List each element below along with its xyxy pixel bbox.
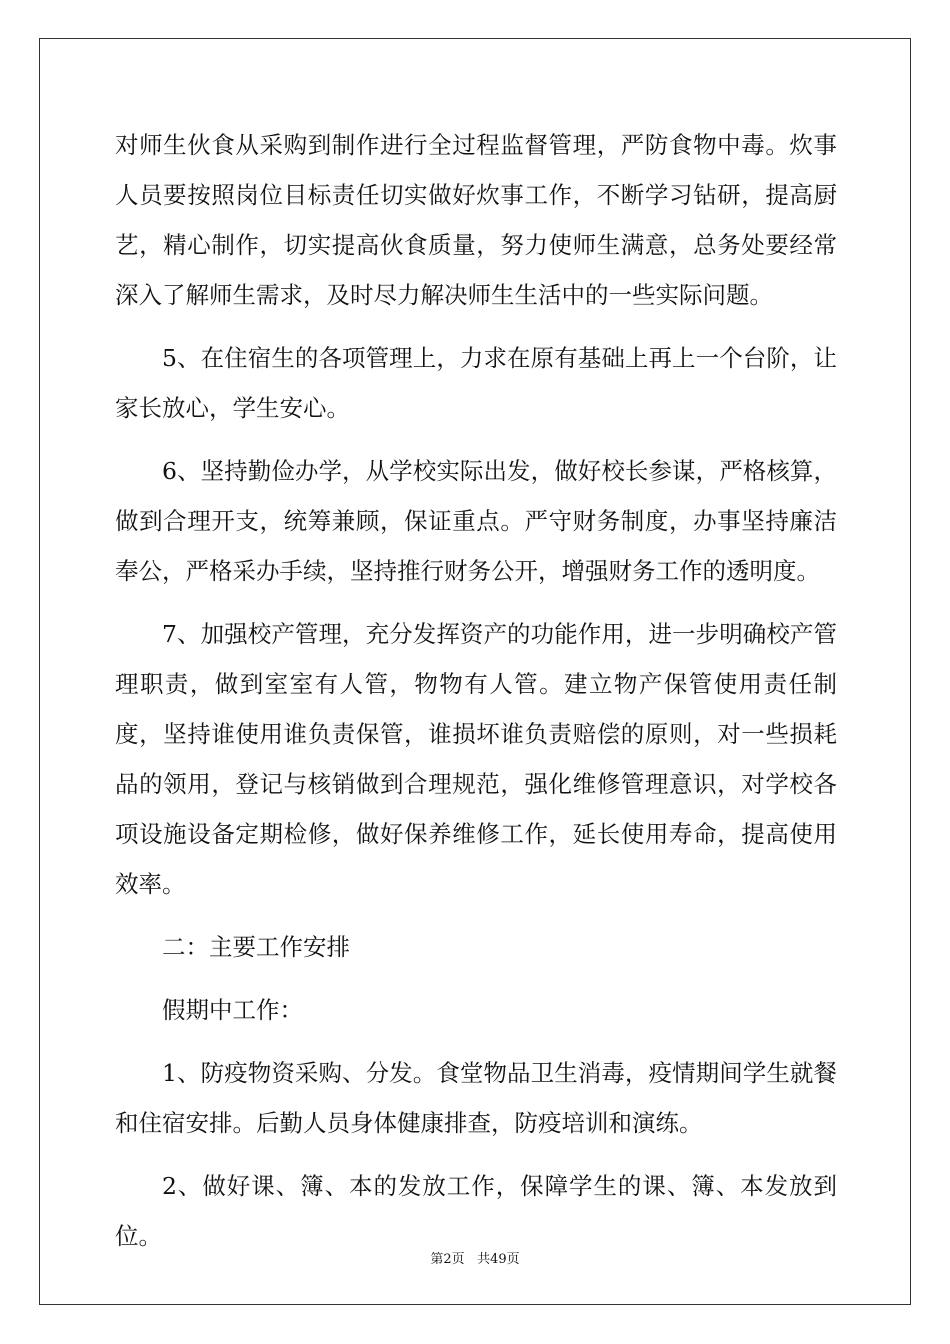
paragraph: 6、坚持勤俭办学，从学校实际出发，做好校长参谋，严格核算，做到合理开支，统筹兼顾，保证重点。严守财务制度，办事坚持廉洁奉公，严格采办手续，坚持推行财务公开，增强财务工作的透明度。 <box>115 457 837 585</box>
page-footer <box>0 1248 950 1267</box>
page-total: 共49页 <box>477 1252 520 1267</box>
document-body <box>115 120 837 1274</box>
subsection-heading: 假期中工作： <box>162 996 303 1024</box>
section-heading: 二：主要工作安排 <box>162 933 350 961</box>
paragraph: 对师生伙食从采购到制作进行全过程监督管理，严防食物中毒。炊事人员要按照岗位目标责任切实做好炊事工作，不断学习钻研，提高厨艺，精心制作，切实提高伙食质量，努力使师生满意，总务处要经常深入了解师生需求，及时尽力解决师生生活中的一些实际问题。 <box>115 131 837 309</box>
paragraph: 5、在住宿生的各项管理上，力求在原有基础上再上一个台阶，让家长放心，学生安心。 <box>115 344 837 422</box>
paragraph: 7、加强校产管理，充分发挥资产的功能作用，进一步明确校产管理职责，做到室室有人管，物物有人管。建立物产保管使用责任制度，坚持谁使用谁负责保管，谁损坏谁负责赔偿的原则，对一些损耗品的领用，登记与核销做到合理规范，强化维修管理意识，对学校各项设施设备定期检修，做好保养维修工作，延长使用寿命，提高使用效率。 <box>115 620 837 898</box>
page-number: 第2页 <box>430 1252 465 1267</box>
paragraph: 1、防疫物资采购、分发。食堂物品卫生消毒，疫情期间学生就餐和住宿安排。后勤人员身体健康排查，防疫培训和演练。 <box>115 1059 837 1137</box>
paragraph: 2、做好课、簿、本的发放工作，保障学生的课、簿、本发放到位。 <box>115 1172 837 1250</box>
